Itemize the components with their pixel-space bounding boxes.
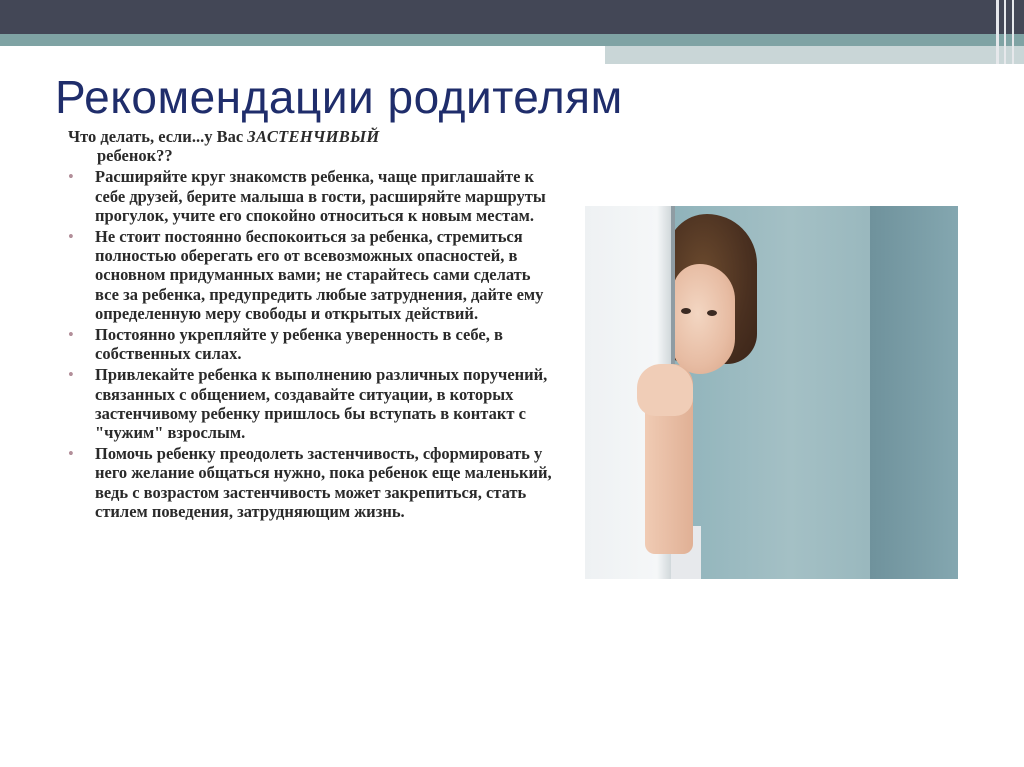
bullet-icon: • (68, 167, 74, 187)
list-item (66, 325, 558, 363)
bullet-icon: • (68, 325, 74, 345)
subtitle-lead: Что делать, если...у Вас (68, 127, 248, 146)
slide-title: Рекомендации родителям (55, 71, 623, 123)
slide-subtitle (66, 127, 558, 165)
header-accent-stripe (1012, 0, 1014, 64)
list-item-text: Расширяйте круг знакомств ребенка, чаще приглашайте к себе друзей, берите малыша в гости, расширяйте маршруты прогулок, учите его спокойно относиться к новым местам. (95, 167, 546, 225)
photo-child-eye (681, 308, 691, 314)
photo-child-face (673, 264, 735, 374)
list-item (66, 227, 558, 323)
subtitle-emphasis: ЗАСТЕНЧИВЫЙ (247, 127, 380, 146)
list-item-text: Помочь ребенку преодолеть застенчивость, сформировать у него желание общаться нужно, пока ребенок еще маленький, ведь с возрастом застенчивость может закрепиться, стать стилем поведения, затрудняющим жизнь. (95, 444, 552, 521)
bullet-icon: • (68, 227, 74, 247)
shy-child-photo (585, 206, 958, 579)
header-accent-stripe (996, 0, 999, 64)
photo-child-eye (707, 310, 717, 316)
subtitle-tail: ребенок?? (97, 146, 173, 166)
slide-content (66, 127, 558, 523)
list-item-text: Постоянно укрепляйте у ребенка уверенность в себе, в собственных силах. (95, 325, 503, 364)
recommendation-list (66, 167, 558, 521)
list-item (66, 365, 558, 442)
header-accent-stripe (1004, 0, 1006, 64)
photo-wall-panel (870, 206, 958, 579)
header-bar-teal (0, 34, 1024, 46)
list-item-text: Привлекайте ребенка к выполнению различных поручений, связанных с общением, создавайте ситуации, в которых застенчивому ребенку пришлось бы вступать в контакт с "чужим" взрослым. (95, 365, 548, 443)
list-item-text: Не стоит постоянно беспокоиться за ребенка, стремиться полностью оберегать его от всевозможных опасностей, в основном придуманных вами; не старайтесь сами сделать все за ребенка, предупредить любые затруднения, дайте ему определенную меру свободы и открытых действий. (95, 227, 544, 323)
header-bar-light (605, 46, 1024, 64)
bullet-icon: • (68, 444, 74, 464)
list-item (66, 167, 558, 225)
photo-child-hand (637, 364, 693, 416)
bullet-icon: • (68, 365, 74, 385)
list-item (66, 444, 558, 521)
header-bar-dark (0, 0, 1024, 34)
